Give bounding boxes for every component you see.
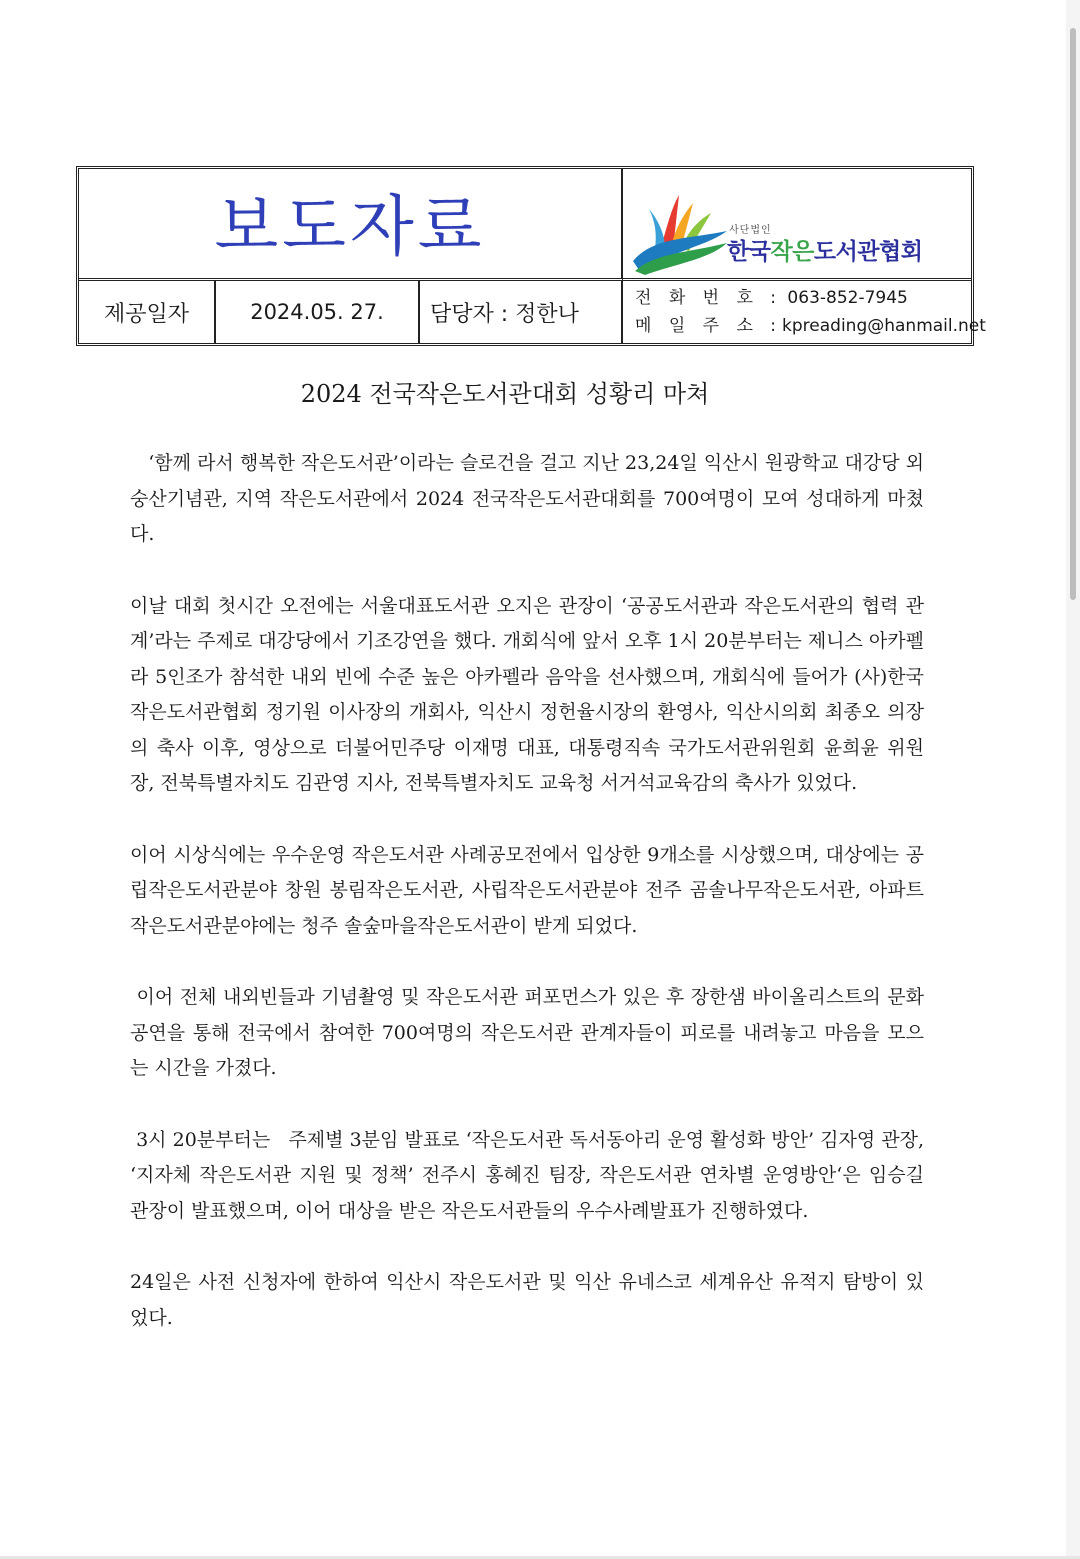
press-release-header-table: [76, 166, 986, 346]
paragraph-4: 이어 전체 내외빈들과 기념촬영 및 작은도서관 퍼포먼스가 있은 후 장한샘 바이올리스트의 문화공연을 통해 전국에서 참여한 700여명의 작은도서관 관계자들이 피로를 내려놓고 마음을 모으는 시간을 가졌다.: [130, 986, 924, 1079]
logo-cell: [623, 169, 971, 281]
title-cell: [79, 169, 623, 281]
email-value: kpreading@hanmail.net: [782, 316, 986, 336]
paragraph-6: 24일은 사전 신청자에 한하여 익산시 작은도서관 및 익산 유네스코 세계유산 유적지 탐방이 있었다.: [130, 1271, 924, 1329]
logo-name-part1: 한국: [727, 239, 771, 265]
paragraph-5: 3시 20분부터는 주제별 3분임 발표로 ‘작은도서관 독서동아리 운영 활성화 방안’ 김자영 관장, ‘지자체 작은도서관 지원 및 정책’ 전주시 홍혜진 팀장, 작은도서관 연차별 운영방안‘은 임승길 관장이 발표했으며, 이어 대상을 받은 작은도서관들의 우수사례발표가 진행하였다.: [130, 1128, 924, 1222]
paragraph-1: ‘함께 라서 행복한 작은도서관’이라는 슬로건을 걸고 지난 23,24일 익산시 원광학교 대강당 외 숭산기념관, 지역 작은도서관에서 2024 전국작은도서관대회를 700여명이 모여 성대하게 마쳤다.: [130, 452, 924, 545]
scrollbar-track[interactable]: [1066, 0, 1080, 1559]
provide-date-value: [216, 281, 420, 343]
phone-label: 전 화 번 호 :: [635, 288, 783, 308]
logo-name-part2: 작은: [770, 239, 814, 265]
logo-name-part3: 도서관협회: [813, 239, 923, 265]
logo-small-text: 사단법인: [729, 225, 772, 236]
phone-value: 063-852-7945: [782, 288, 908, 308]
page-title: 보도자료: [214, 188, 486, 265]
paragraph-3: 이어 시상식에는 우수운영 작은도서관 사례공모전에서 입상한 9개소를 시상했으며, 대상에는 공립작은도서관분야 창원 봉림작은도서관, 사립작은도서관분야 전주 곰솔나무작은도서관, 아파트작은도서관분야에는 청주 솔숲마을작은도서관이 받게 되었다.: [130, 843, 924, 937]
phone-line: [635, 284, 908, 312]
article-body: [130, 446, 924, 1372]
contact-person-text: 담당자 : 정한나: [430, 301, 579, 327]
article-headline: 2024 전국작은도서관대회 성황리 마쳐: [300, 380, 710, 408]
contact-person: [420, 281, 623, 343]
provide-date-label-text: 제공일자: [103, 301, 189, 327]
email-line: [635, 312, 986, 340]
paragraph-2: 이날 대회 첫시간 오전에는 서울대표도서관 오지은 관장이 ‘공공도서관과 작은도서관의 협력 관계’라는 주제로 대강당에서 기조강연을 했다. 개회식에 앞서 오후 1시 20분부터는 제니스 아카펠라 5인조가 참석한 내외 빈에 수준 높은 아카펠라 음악을 선사했으며, 개회식에 들어가 (사)한국작은도서관협회 정기원 이사장의 개회사, 익산시 정헌율시장의 환영사, 익산시의회 최종오 의장의 축사 이후, 영상으로 더불어민주당 이재명 대표, 대통령직속 국가도서관위원회 윤희윤 위원장, 전북특별자치도 김관영 지사, 전북특별자치도 교육청 서거석교육감의 축사가 있었다.: [130, 594, 924, 794]
email-label: 메 일 주 소 :: [635, 316, 783, 336]
logo-name: [727, 233, 922, 266]
provide-date-value-text: 2024.05. 27.: [250, 300, 384, 324]
library-association-logo-icon: [631, 187, 731, 275]
provide-date-label: [79, 281, 216, 343]
contact-info: [623, 281, 986, 343]
scrollbar-thumb[interactable]: [1070, 28, 1076, 600]
